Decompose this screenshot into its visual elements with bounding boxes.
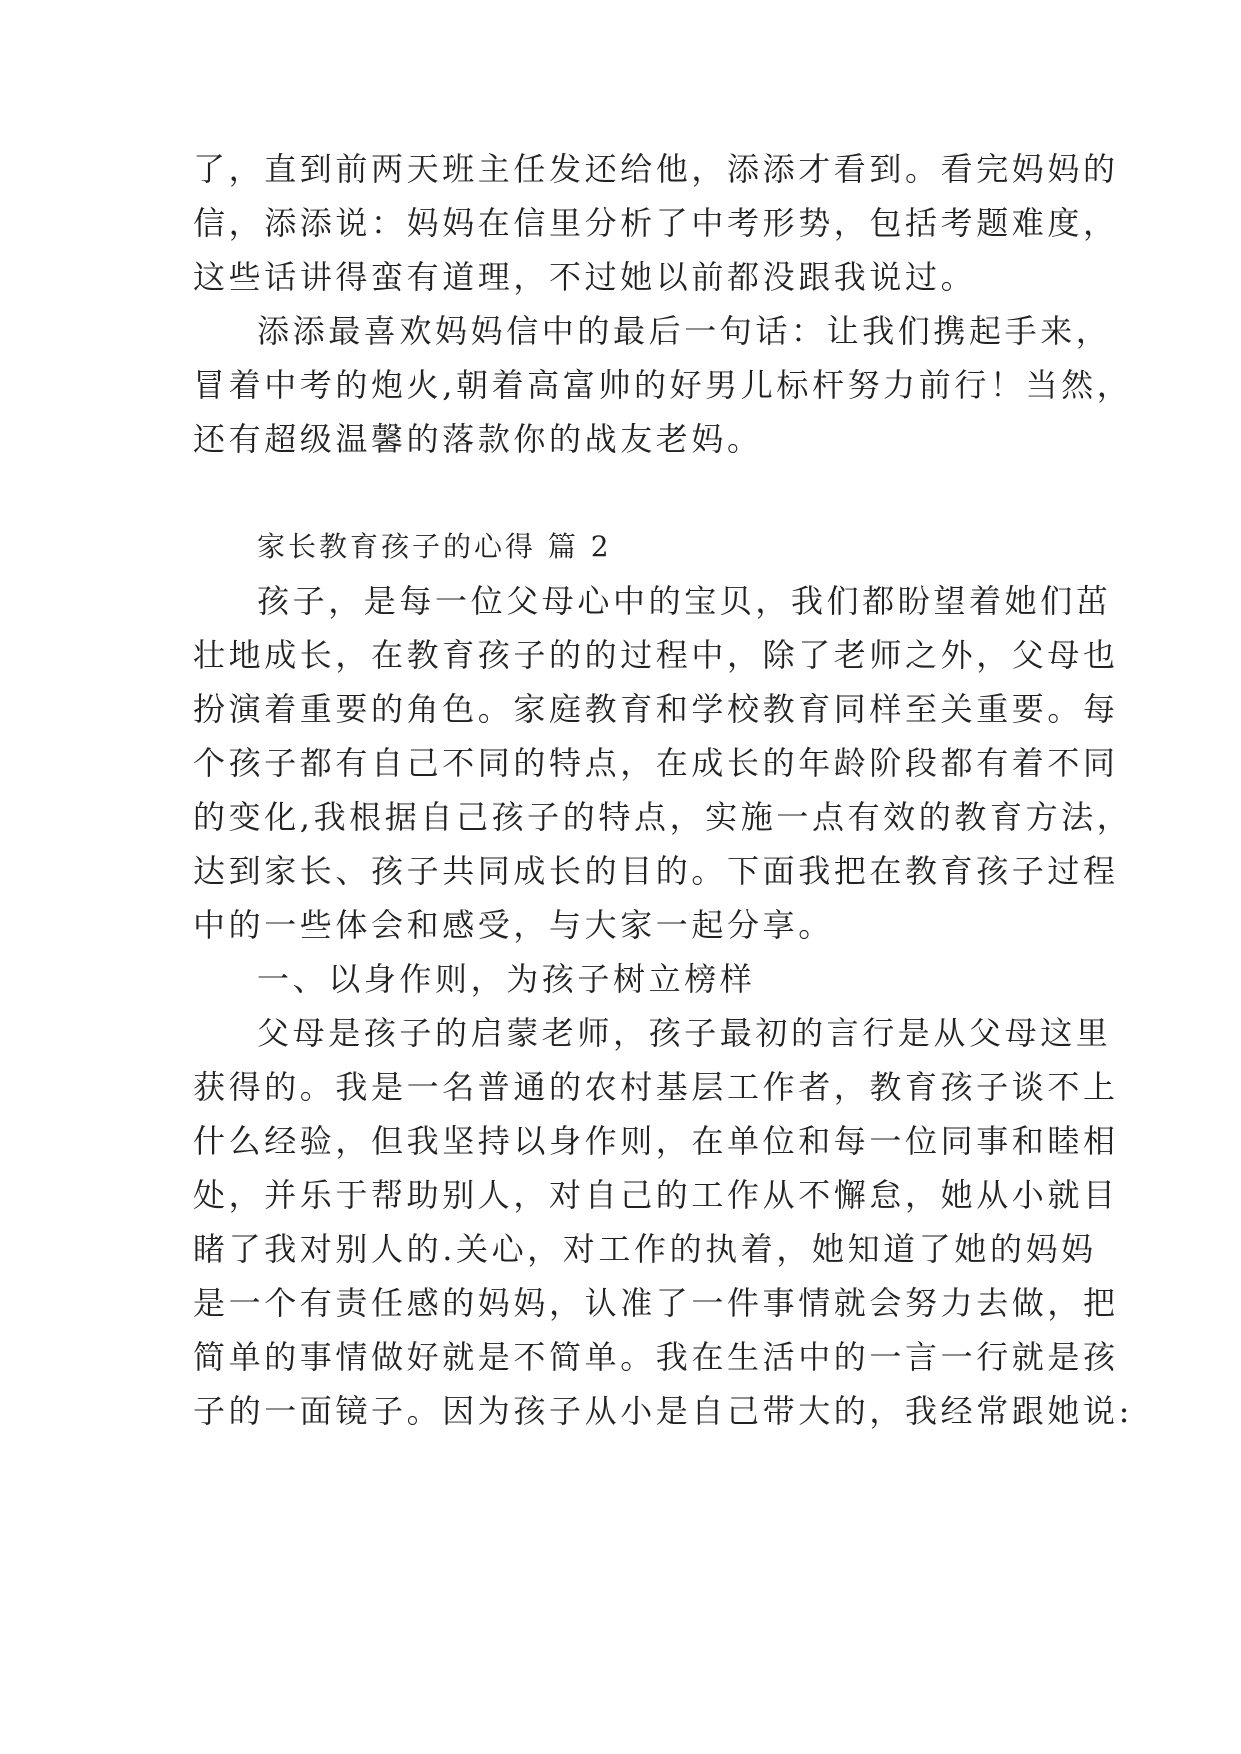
paragraph-line: 个孩子都有自己不同的特点，在成长的年龄阶段都有着不同 — [193, 744, 1119, 782]
paragraph-line: 是一个有责任感的妈妈，认准了一件事情就会努力去做，把 — [193, 1284, 1119, 1322]
paragraph-line: 达到家长、孩子共同成长的目的。下面我把在教育孩子过程 — [193, 852, 1119, 890]
paragraph-line: 信，添添说：妈妈在信里分析了中考形势，包括考题难度， — [193, 204, 1119, 242]
paragraph-line: 睹了我对别人的.关心，对工作的执着，她知道了她的妈妈 — [193, 1230, 1097, 1268]
paragraph-line: 这些话讲得蛮有道理，不过她以前都没跟我说过。 — [193, 258, 977, 296]
paragraph-line: 简单的事情做好就是不简单。我在生活中的一言一行就是孩 — [193, 1338, 1119, 1376]
paragraph-line: 的变化,我根据自己孩子的特点，实施一点有效的教育方法， — [193, 798, 1133, 836]
paragraph-line: 添添最喜欢妈妈信中的最后一句话：让我们携起手来， — [257, 312, 1112, 350]
paragraph-line: 还有超级温馨的落款你的战友老妈。 — [193, 420, 763, 458]
paragraph-line: 什么经验，但我坚持以身作则，在单位和每一位同事和睦相 — [193, 1122, 1119, 1160]
paragraph-line: 了，直到前两天班主任发还给他，添添才看到。看完妈妈的 — [193, 150, 1119, 188]
paragraph-line: 孩子，是每一位父母心中的宝贝，我们都盼望着她们茁 — [257, 582, 1112, 620]
section-title: 家长教育孩子的心得 篇 2 — [257, 530, 612, 563]
paragraph-line: 扮演着重要的角色。家庭教育和学校教育同样至关重要。每 — [193, 690, 1119, 728]
paragraph-line: 冒着中考的炮火,朝着高富帅的好男儿标杆努力前行！当然， — [193, 366, 1133, 404]
paragraph-line: 父母是孩子的启蒙老师，孩子最初的言行是从父母这里 — [257, 1014, 1112, 1052]
subheading: 一、以身作则，为孩子树立榜样 — [257, 960, 756, 998]
paragraph-line: 子的一面镜子。因为孩子从小是自己带大的，我经常跟她说: — [193, 1392, 1133, 1430]
paragraph-line: 壮地成长，在教育孩子的的过程中，除了老师之外，父母也 — [193, 636, 1119, 674]
paragraph-line: 处，并乐于帮助别人，对自己的工作从不懈怠，她从小就目 — [193, 1176, 1119, 1214]
paragraph-line: 中的一些体会和感受，与大家一起分享。 — [193, 906, 834, 944]
paragraph-line: 获得的。我是一名普通的农村基层工作者，教育孩子谈不上 — [193, 1068, 1119, 1106]
